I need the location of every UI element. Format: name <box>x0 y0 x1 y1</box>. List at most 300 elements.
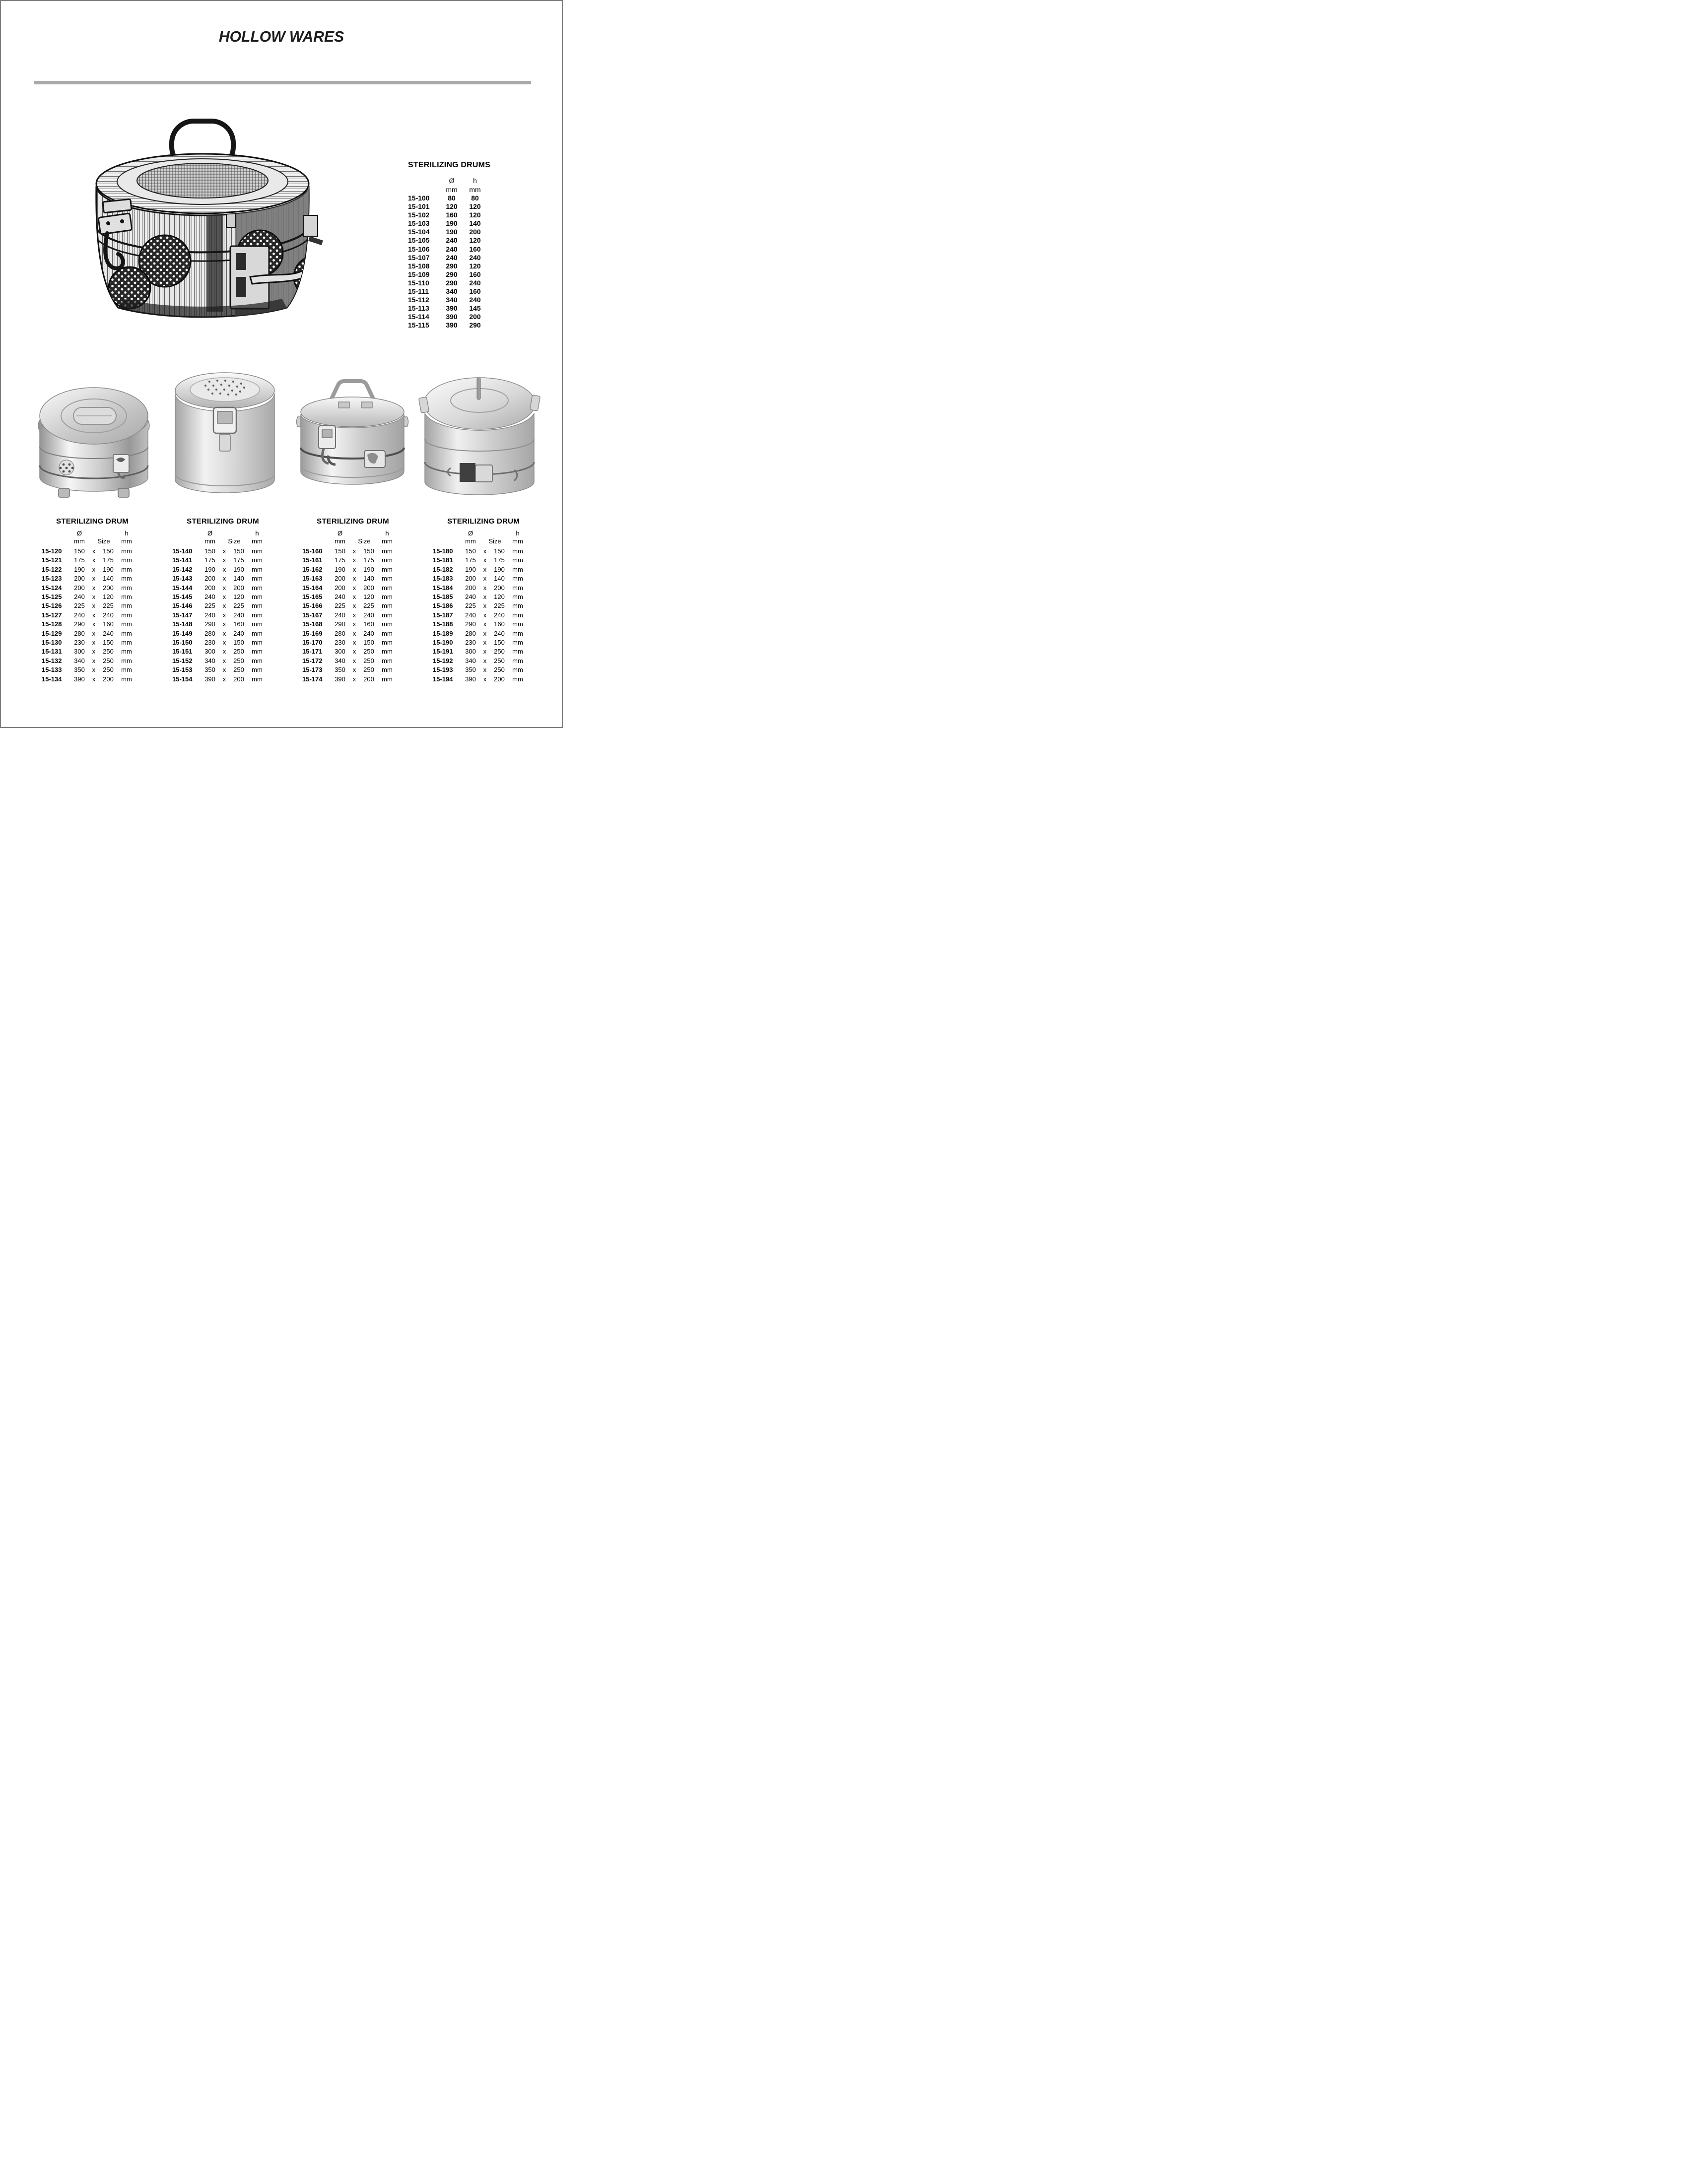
size-label: Size <box>228 537 241 545</box>
height-value: 200 <box>233 675 244 683</box>
height-value: 250 <box>103 666 114 674</box>
diameter-value: 390 <box>204 675 215 683</box>
height-value: 190 <box>233 565 244 573</box>
size-separator: x <box>92 547 96 555</box>
item-code: 15-170 <box>302 639 323 647</box>
table-row <box>42 593 143 601</box>
table-header-units <box>408 185 495 194</box>
table-row <box>42 657 143 665</box>
unit-label: mm <box>382 547 393 555</box>
unit-label: mm <box>252 648 263 656</box>
item-code: 15-107 <box>408 253 430 262</box>
height-value: 160 <box>469 245 481 253</box>
height-value: 140 <box>363 575 374 583</box>
diameter-value: 300 <box>74 648 85 656</box>
height-value: 120 <box>469 211 481 219</box>
table-row <box>433 675 534 684</box>
diameter-value: 240 <box>335 593 345 601</box>
table-row <box>302 675 404 684</box>
item-code: 15-173 <box>302 666 323 674</box>
size-separator: x <box>222 620 226 628</box>
item-code: 15-169 <box>302 629 323 637</box>
height-value: 250 <box>233 666 244 674</box>
diameter-value: 230 <box>74 639 85 647</box>
unit-label: mm <box>252 657 263 664</box>
unit-label: mm <box>512 648 523 656</box>
height-value: 175 <box>103 556 114 564</box>
size-separator: x <box>222 611 226 619</box>
diameter-value: 290 <box>446 262 458 270</box>
size-separator: x <box>352 620 356 628</box>
table-row <box>433 665 534 674</box>
diameter-value: 200 <box>335 575 345 583</box>
item-code: 15-128 <box>42 620 62 628</box>
table-body <box>302 547 404 684</box>
height-value: 200 <box>469 228 481 236</box>
size-separator: x <box>92 666 96 674</box>
sterilizing-drum-table-4 <box>433 517 534 684</box>
item-code: 15-192 <box>433 657 453 664</box>
height-value: 150 <box>103 639 114 647</box>
item-code: 15-186 <box>433 602 453 610</box>
drum-photo-4 <box>417 365 542 500</box>
table-row <box>42 574 143 583</box>
height-unit: mm <box>469 186 481 194</box>
diameter-value: 340 <box>74 657 85 664</box>
diameter-value: 290 <box>465 620 476 628</box>
table-row <box>302 629 404 638</box>
height-value: 200 <box>363 584 374 592</box>
size-separator: x <box>352 593 356 601</box>
diameter-value: 190 <box>74 565 85 573</box>
tall-drum-photo <box>164 365 286 500</box>
diameter-value: 80 <box>448 194 456 202</box>
diameter-value: 240 <box>446 253 458 262</box>
size-separator: x <box>352 675 356 683</box>
size-separator: x <box>483 584 487 592</box>
table-title: STERILIZING DRUMS <box>408 161 491 169</box>
table-header-units <box>302 537 404 545</box>
table-row <box>408 245 495 254</box>
diameter-value: 240 <box>74 593 85 601</box>
diameter-value: 190 <box>446 228 458 236</box>
table-row <box>302 647 404 656</box>
height-symbol: h <box>385 529 389 537</box>
item-code: 15-180 <box>433 547 453 555</box>
unit-label: mm <box>121 666 132 674</box>
unit-label: mm <box>252 666 263 674</box>
unit-label: mm <box>252 593 263 601</box>
height-value: 250 <box>363 648 374 656</box>
table-row <box>172 665 273 674</box>
diameter-value: 290 <box>446 270 458 278</box>
table-row <box>408 262 495 270</box>
unit-label: mm <box>512 584 523 592</box>
size-separator: x <box>222 675 226 683</box>
unit-label: mm <box>121 556 132 564</box>
height-value: 200 <box>233 584 244 592</box>
handled-drum-photo <box>291 373 414 500</box>
unit-label: mm <box>382 556 393 564</box>
diameter-value: 225 <box>465 602 476 610</box>
diameter-value: 280 <box>204 629 215 637</box>
size-separator: x <box>92 648 96 656</box>
main-drum-illustration <box>81 113 324 341</box>
unit-label: mm <box>121 584 132 592</box>
sterilizing-drum-table-3 <box>302 517 404 684</box>
item-code: 15-165 <box>302 593 323 601</box>
size-separator: x <box>92 657 96 664</box>
size-separator: x <box>352 547 356 555</box>
drum-foot <box>118 488 129 497</box>
height-value: 240 <box>233 611 244 619</box>
size-label: Size <box>488 537 501 545</box>
size-separator: x <box>352 556 356 564</box>
height-value: 240 <box>363 611 374 619</box>
table-row <box>408 228 495 236</box>
height-value: 150 <box>233 639 244 647</box>
height-value: 240 <box>494 629 505 637</box>
table-header-symbols <box>408 176 495 185</box>
diameter-value: 190 <box>204 565 215 573</box>
height-value: 250 <box>233 648 244 656</box>
table-row <box>172 647 273 656</box>
size-separator: x <box>222 666 226 674</box>
table-header-symbols <box>172 529 273 537</box>
height-value: 190 <box>494 565 505 573</box>
diameter-value: 280 <box>335 629 345 637</box>
item-code: 15-129 <box>42 629 62 637</box>
item-code: 15-100 <box>408 194 430 202</box>
height-symbol: h <box>255 529 259 537</box>
item-code: 15-163 <box>302 575 323 583</box>
height-value: 150 <box>233 547 244 555</box>
table-row <box>433 547 534 556</box>
drum-lid <box>424 378 535 429</box>
diameter-value: 160 <box>446 211 458 219</box>
unit-label: mm <box>252 629 263 637</box>
domed-drum-photo <box>417 365 542 500</box>
height-value: 250 <box>363 657 374 664</box>
diameter-value: 120 <box>446 202 458 211</box>
size-separator: x <box>483 639 487 647</box>
unit-label: mm <box>382 629 393 637</box>
unit-label: mm <box>252 584 263 592</box>
diameter-value: 350 <box>335 666 345 674</box>
diameter-value: 150 <box>465 547 476 555</box>
height-value: 200 <box>469 313 481 321</box>
height-value: 150 <box>494 547 505 555</box>
height-value: 240 <box>103 611 114 619</box>
page-title: HOLLOW WARES <box>218 28 344 45</box>
height-value: 225 <box>363 602 374 610</box>
table-row <box>302 601 404 610</box>
item-code: 15-151 <box>172 648 193 656</box>
item-code: 15-182 <box>433 565 453 573</box>
diameter-symbol: Ø <box>337 529 343 537</box>
diameter-symbol: Ø <box>207 529 213 537</box>
diameter-value: 290 <box>335 620 345 628</box>
height-unit: mm <box>121 537 132 545</box>
table-row <box>42 556 143 565</box>
size-separator: x <box>222 602 226 610</box>
diameter-value: 340 <box>204 657 215 664</box>
height-value: 150 <box>103 547 114 555</box>
unit-label: mm <box>121 602 132 610</box>
unit-label: mm <box>512 602 523 610</box>
height-value: 240 <box>469 278 481 287</box>
diameter-value: 190 <box>335 565 345 573</box>
height-value: 240 <box>494 611 505 619</box>
size-separator: x <box>352 575 356 583</box>
item-code: 15-120 <box>42 547 62 555</box>
diameter-value: 300 <box>335 648 345 656</box>
item-code: 15-150 <box>172 639 193 647</box>
unit-label: mm <box>382 593 393 601</box>
item-code: 15-142 <box>172 565 193 573</box>
table-row <box>433 647 534 656</box>
item-code: 15-130 <box>42 639 62 647</box>
item-code: 15-185 <box>433 593 453 601</box>
diameter-value: 290 <box>74 620 85 628</box>
table-row <box>433 584 534 593</box>
height-value: 160 <box>103 620 114 628</box>
item-code: 15-162 <box>302 565 323 573</box>
diameter-value: 225 <box>204 602 215 610</box>
item-code: 15-140 <box>172 547 193 555</box>
item-code: 15-127 <box>42 611 62 619</box>
table-row <box>408 211 495 219</box>
item-code: 15-141 <box>172 556 193 564</box>
item-code: 15-115 <box>408 321 429 330</box>
unit-label: mm <box>121 611 132 619</box>
height-value: 200 <box>494 584 505 592</box>
diameter-value: 150 <box>204 547 215 555</box>
table-row <box>172 620 273 629</box>
table-title: STERILIZING DRUM <box>447 517 520 526</box>
drum-latch-icon <box>364 451 385 467</box>
table-header-units <box>42 537 143 545</box>
drum-lid <box>301 397 404 427</box>
size-separator: x <box>483 575 487 583</box>
size-separator: x <box>352 611 356 619</box>
item-code: 15-147 <box>172 611 193 619</box>
diameter-value: 200 <box>204 575 215 583</box>
item-code: 15-168 <box>302 620 323 628</box>
height-value: 225 <box>103 602 114 610</box>
diameter-value: 240 <box>465 593 476 601</box>
unit-label: mm <box>512 611 523 619</box>
table-row <box>408 202 495 211</box>
item-code: 15-152 <box>172 657 193 664</box>
height-symbol: h <box>473 177 477 185</box>
height-value: 160 <box>494 620 505 628</box>
height-value: 175 <box>233 556 244 564</box>
unit-label: mm <box>382 657 393 664</box>
size-separator: x <box>483 556 487 564</box>
item-code: 15-153 <box>172 666 193 674</box>
title-divider-rule <box>34 81 531 84</box>
unit-label: mm <box>252 602 263 610</box>
item-code: 15-190 <box>433 639 453 647</box>
item-code: 15-132 <box>42 657 62 664</box>
unit-label: mm <box>512 593 523 601</box>
table-row <box>408 254 495 262</box>
diameter-value: 390 <box>74 675 85 683</box>
table-row <box>433 593 534 601</box>
item-code: 15-167 <box>302 611 323 619</box>
size-separator: x <box>483 547 487 555</box>
table-row <box>302 593 404 601</box>
size-separator: x <box>352 639 356 647</box>
diameter-value: 230 <box>335 639 345 647</box>
diameter-symbol: Ø <box>76 529 82 537</box>
height-value: 150 <box>363 547 374 555</box>
table-header-units <box>433 537 534 545</box>
item-code: 15-131 <box>42 648 62 656</box>
table-row <box>408 194 495 202</box>
diameter-value: 390 <box>446 321 458 330</box>
size-separator: x <box>222 593 226 601</box>
unit-label: mm <box>512 629 523 637</box>
table-row <box>302 638 404 647</box>
unit-label: mm <box>382 639 393 647</box>
item-code: 15-143 <box>172 575 193 583</box>
table-row <box>433 620 534 629</box>
table-body <box>172 547 273 684</box>
diameter-value: 225 <box>335 602 345 610</box>
diameter-value: 175 <box>335 556 345 564</box>
height-value: 190 <box>103 565 114 573</box>
table-row <box>433 556 534 565</box>
height-value: 140 <box>494 575 505 583</box>
table-header-symbols <box>42 529 143 537</box>
unit-label: mm <box>121 575 132 583</box>
height-value: 240 <box>363 629 374 637</box>
sterilizing-drum-table-1 <box>42 517 143 684</box>
diameter-value: 200 <box>465 575 476 583</box>
size-separator: x <box>483 565 487 573</box>
squat-drum-photo <box>31 372 157 500</box>
diameter-unit: mm <box>446 186 458 194</box>
item-code: 15-160 <box>302 547 323 555</box>
diameter-value: 225 <box>74 602 85 610</box>
diameter-value: 300 <box>465 648 476 656</box>
item-code: 15-114 <box>408 313 429 321</box>
item-code: 15-149 <box>172 629 193 637</box>
diameter-value: 190 <box>446 219 458 228</box>
table-title: STERILIZING DRUM <box>317 517 389 526</box>
size-separator: x <box>222 629 226 637</box>
unit-label: mm <box>121 629 132 637</box>
item-code: 15-124 <box>42 584 62 592</box>
diameter-value: 240 <box>74 611 85 619</box>
table-row <box>408 304 495 313</box>
diameter-value: 175 <box>204 556 215 564</box>
unit-label: mm <box>121 565 132 573</box>
size-separator: x <box>352 629 356 637</box>
height-value: 120 <box>103 593 114 601</box>
item-code: 15-113 <box>408 304 429 313</box>
height-value: 200 <box>494 675 505 683</box>
table-row <box>172 601 273 610</box>
size-separator: x <box>352 666 356 674</box>
size-separator: x <box>92 611 96 619</box>
height-value: 80 <box>471 194 479 202</box>
table-body <box>42 547 143 684</box>
item-code: 15-126 <box>42 602 62 610</box>
table-body <box>408 194 495 330</box>
item-code: 15-134 <box>42 675 62 683</box>
sterilizing-drums-table <box>408 161 495 330</box>
size-separator: x <box>352 584 356 592</box>
diameter-value: 350 <box>465 666 476 674</box>
diameter-value: 340 <box>465 657 476 664</box>
size-separator: x <box>352 565 356 573</box>
item-code: 15-103 <box>408 219 430 228</box>
size-separator: x <box>222 648 226 656</box>
item-code: 15-111 <box>408 287 429 296</box>
size-separator: x <box>483 648 487 656</box>
diameter-value: 240 <box>204 593 215 601</box>
table-row <box>172 629 273 638</box>
size-separator: x <box>92 639 96 647</box>
item-code: 15-188 <box>433 620 453 628</box>
unit-label: mm <box>252 565 263 573</box>
size-separator: x <box>222 556 226 564</box>
diameter-value: 390 <box>446 313 458 321</box>
size-separator: x <box>92 556 96 564</box>
drum-photo-1 <box>31 372 157 500</box>
unit-label: mm <box>121 648 132 656</box>
size-separator: x <box>92 584 96 592</box>
item-code: 15-112 <box>408 296 429 304</box>
table-row <box>172 657 273 665</box>
item-code: 15-164 <box>302 584 323 592</box>
diameter-value: 200 <box>335 584 345 592</box>
height-value: 175 <box>363 556 374 564</box>
item-code: 15-101 <box>408 202 430 211</box>
table-row <box>172 593 273 601</box>
height-value: 190 <box>363 565 374 573</box>
height-value: 140 <box>469 219 481 228</box>
table-row <box>42 675 143 684</box>
height-value: 250 <box>103 648 114 656</box>
unit-label: mm <box>382 675 393 683</box>
table-row <box>42 565 143 574</box>
height-value: 240 <box>469 253 481 262</box>
diameter-value: 390 <box>446 304 458 313</box>
size-separator: x <box>483 666 487 674</box>
size-separator: x <box>92 593 96 601</box>
drum-photo-2 <box>164 365 286 500</box>
table-row <box>408 287 495 296</box>
diameter-value: 240 <box>446 245 458 253</box>
table-header-symbols <box>302 529 404 537</box>
height-value: 160 <box>469 270 481 278</box>
unit-label: mm <box>382 602 393 610</box>
table-row <box>172 611 273 620</box>
height-value: 250 <box>103 657 114 664</box>
size-separator: x <box>92 602 96 610</box>
height-value: 160 <box>233 620 244 628</box>
table-row <box>433 629 534 638</box>
table-row <box>433 638 534 647</box>
table-row <box>42 601 143 610</box>
unit-label: mm <box>382 575 393 583</box>
diameter-value: 280 <box>74 629 85 637</box>
table-row <box>172 565 273 574</box>
